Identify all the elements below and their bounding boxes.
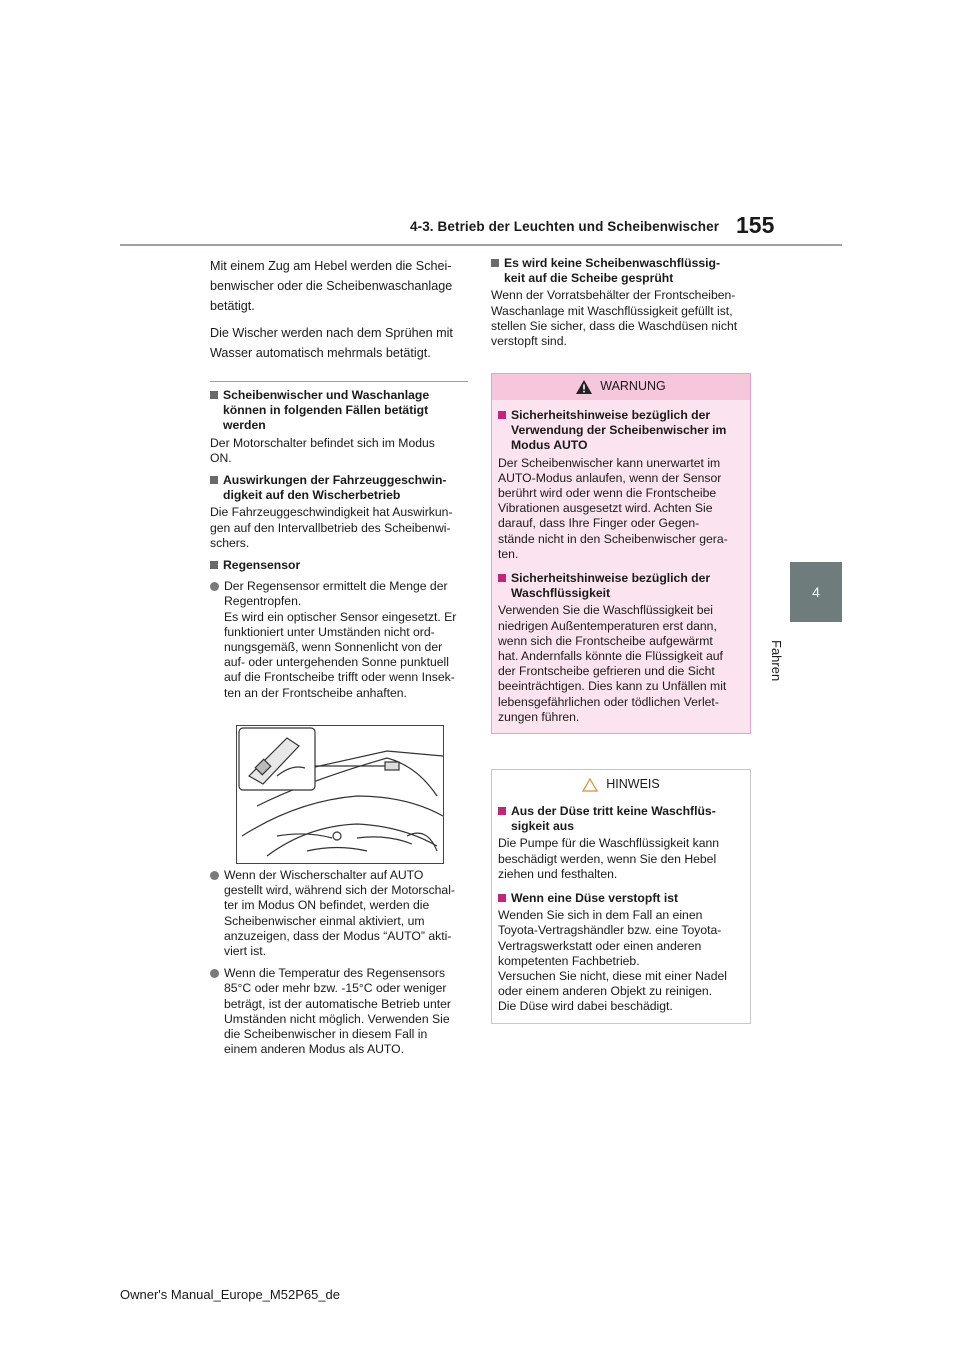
left-column-lower bbox=[210, 868, 468, 1064]
page-number: 155 bbox=[736, 212, 775, 238]
text-line: Scheibenwischer und Waschanlage bbox=[223, 388, 430, 402]
text-line: oder einem anderen Objekt zu reinigen. bbox=[498, 984, 713, 999]
note-heading-clogged bbox=[498, 891, 744, 906]
chapter-label: Fahren bbox=[769, 640, 784, 682]
text-line: gestellt wird, während sich der Motorschal- bbox=[224, 883, 455, 898]
text-line: beträgt, ist der automatische Betrieb unter bbox=[224, 996, 451, 1011]
square-bullet-icon bbox=[210, 476, 218, 484]
text-line: Der Regensensor ermittelt die Menge der bbox=[224, 579, 448, 594]
text-line: kompetenten Fachbetrieb. bbox=[498, 953, 640, 968]
text-line: Modus AUTO bbox=[511, 438, 588, 453]
text-line: ten an der Frontscheibe anhaften. bbox=[224, 685, 407, 700]
text-line: Aus der Düse tritt keine Waschflüs- bbox=[511, 804, 716, 818]
text-line: stände nicht in den Scheibenwischer gera- bbox=[498, 531, 728, 546]
text-line: können in folgenden Fällen betätigt bbox=[223, 403, 429, 418]
rain-sensor-illustration bbox=[236, 725, 444, 864]
car-windshield-icon bbox=[237, 726, 443, 863]
warning-title: WARNUNG bbox=[600, 379, 666, 394]
text-line: wenn sich die Frontscheibe aufgewärmt bbox=[498, 633, 713, 648]
text-line: sigkeit aus bbox=[511, 819, 574, 834]
text-line: beeinträchtigen. Dies kann zu Unfällen mit bbox=[498, 679, 727, 694]
section-body-no-fluid bbox=[491, 288, 751, 349]
text-line: werden bbox=[223, 418, 266, 433]
text-line: hat. Andernfalls könnte die Flüssigkeit auf bbox=[498, 649, 723, 664]
note-box bbox=[491, 769, 751, 1024]
text-line: benwischer oder die Scheibenwaschanlage bbox=[210, 279, 453, 293]
note-text-no-spray bbox=[498, 836, 744, 882]
text-line: funktioniert unter Umständen nicht ord- bbox=[224, 624, 435, 639]
text-line: Der Motorschalter befindet sich im Modus bbox=[210, 435, 435, 450]
text-line: Sicherheitshinweise bezüglich der bbox=[511, 571, 711, 586]
section-body-speed bbox=[210, 505, 468, 551]
warning-box bbox=[491, 373, 751, 734]
text-line: Es wird keine Scheibenwaschflüssig- bbox=[504, 256, 721, 270]
text-line: Die Fahrzeuggeschwindigkeit hat Auswirkun- bbox=[210, 505, 453, 520]
note-header bbox=[492, 770, 750, 800]
text-line: Sicherheitshinweise bezüglich der bbox=[511, 408, 711, 422]
section-divider bbox=[210, 381, 468, 382]
intro-paragraph-1 bbox=[210, 256, 468, 316]
text-line: ON. bbox=[210, 450, 232, 465]
text-line: Regentropfen. bbox=[224, 594, 302, 609]
text-line: Auswirkungen der Fahrzeuggeschwin- bbox=[223, 473, 447, 488]
text-line: Wenn eine Düse verstopft ist bbox=[511, 891, 679, 906]
note-heading-no-spray bbox=[498, 804, 744, 834]
text-line: Die Wischer werden nach dem Sprühen mit bbox=[210, 326, 453, 340]
square-bullet-icon bbox=[498, 807, 506, 815]
warning-body bbox=[492, 400, 750, 733]
warning-heading-fluid bbox=[498, 571, 744, 601]
round-bullet-icon bbox=[210, 969, 219, 978]
text-line: AUTO-Modus anlaufen, wenn der Sensor bbox=[498, 470, 722, 485]
text-line: ten. bbox=[498, 546, 519, 561]
text-line: Waschflüssigkeit bbox=[511, 586, 611, 601]
square-bullet-icon bbox=[498, 574, 506, 582]
text-line: Wenn der Wischerschalter auf AUTO bbox=[224, 868, 424, 882]
square-bullet-icon bbox=[210, 561, 218, 569]
round-bullet-icon bbox=[210, 582, 219, 591]
round-bullet-icon bbox=[210, 871, 219, 880]
text-line: viert ist. bbox=[224, 944, 266, 959]
chapter-label-wrap bbox=[769, 640, 814, 700]
text-line: einem anderen Modus als AUTO. bbox=[224, 1042, 404, 1057]
text-line: Umständen nicht möglich. Verwenden Sie bbox=[224, 1011, 450, 1026]
right-column bbox=[491, 256, 751, 356]
warning-header bbox=[492, 374, 750, 400]
text-line: niedrigen Außentemperaturen erst dann, bbox=[498, 618, 717, 633]
text-line: auf die Frontscheibe trifft oder wenn Insek- bbox=[224, 670, 455, 685]
warning-text-fluid bbox=[498, 603, 744, 725]
note-title: HINWEIS bbox=[606, 777, 660, 792]
text-line: auf- oder untergehenden Sonne punktuell bbox=[224, 655, 449, 670]
section-body-operation bbox=[210, 436, 468, 466]
text-line: Die Düse wird dabei beschädigt. bbox=[498, 999, 673, 1014]
text-line: lebensgefährlichen oder tödlichen Verlet- bbox=[498, 694, 719, 709]
text-line: keit auf die Scheibe gesprüht bbox=[504, 271, 674, 286]
section-heading-operation bbox=[210, 388, 468, 434]
text-line: Mit einem Zug am Hebel werden die Schei- bbox=[210, 259, 452, 273]
chapter-tab bbox=[790, 562, 842, 622]
section-title: 4-3. Betrieb der Leuchten und Scheibenwischer bbox=[410, 219, 720, 234]
square-bullet-icon bbox=[498, 894, 506, 902]
text-line: berührt wird oder wenn die Frontscheibe bbox=[498, 486, 717, 501]
text-line: zungen führen. bbox=[498, 709, 580, 724]
square-bullet-icon bbox=[491, 259, 499, 267]
text-line: Es wird ein optischer Sensor eingesetzt. Er bbox=[224, 609, 457, 624]
text-line: verstopft sind. bbox=[491, 334, 567, 349]
text-line: Vibrationen ausgesetzt wird. Achten Sie bbox=[498, 501, 713, 516]
warning-text-auto bbox=[498, 456, 744, 562]
text-line: Wasser automatisch mehrmals betätigt. bbox=[210, 346, 431, 360]
header-rule bbox=[120, 244, 842, 246]
text-line: Der Scheibenwischer kann unerwartet im bbox=[498, 455, 721, 470]
text-line: schers. bbox=[210, 535, 250, 550]
text-line: Scheibenwischer einmal aktiviert, um bbox=[224, 913, 425, 928]
text-line: Waschanlage mit Waschflüssigkeit gefüllt ist, bbox=[491, 303, 733, 318]
section-heading-rain-sensor bbox=[210, 558, 468, 573]
text-line: Wenn die Temperatur des Regensensors bbox=[224, 966, 446, 981]
text-line: Vertragswerkstatt oder einen anderen bbox=[498, 938, 702, 953]
text-line: Wenden Sie sich in dem Fall an einen bbox=[498, 908, 703, 923]
text-line: ziehen und festhalten. bbox=[498, 866, 618, 881]
section-heading-speed bbox=[210, 473, 468, 503]
bullet-auto-mode bbox=[210, 868, 468, 959]
text-line: 85°C oder mehr bzw. -15°C oder weniger bbox=[224, 981, 447, 996]
text-line: nungsgemäß, wenn Sonnenlicht von der bbox=[224, 640, 443, 655]
square-bullet-icon bbox=[210, 391, 218, 399]
text-line: Verwendung der Scheibenwischer im bbox=[511, 423, 727, 438]
text-line: Die Pumpe für die Waschflüssigkeit kann bbox=[498, 836, 720, 851]
text-line: ter im Modus ON befindet, werden die bbox=[224, 898, 430, 913]
text-line: digkeit auf den Wischerbetrieb bbox=[223, 488, 401, 503]
text-line: Versuchen Sie nicht, diese mit einer Nadel bbox=[498, 969, 727, 984]
intro-paragraph-2 bbox=[210, 323, 468, 363]
text-line: Toyota-Vertragshändler bzw. eine Toyota- bbox=[498, 923, 722, 938]
text-line: stellen Sie sicher, dass die Waschdüsen nicht bbox=[491, 318, 738, 333]
chapter-number: 4 bbox=[812, 584, 820, 600]
text-line: betätigt. bbox=[210, 299, 255, 313]
left-column bbox=[210, 256, 468, 708]
text-line: beschädigt werden, wenn Sie den Hebel bbox=[498, 851, 717, 866]
warning-triangle-icon bbox=[576, 380, 592, 394]
bullet-rain-sensor bbox=[210, 579, 468, 701]
section-heading-no-fluid bbox=[491, 256, 751, 286]
warning-heading-auto bbox=[498, 408, 744, 454]
note-body bbox=[492, 800, 750, 1023]
bullet-temperature bbox=[210, 966, 468, 1057]
text-line: darauf, dass Ihre Finger oder Gegen- bbox=[498, 516, 700, 531]
square-bullet-icon bbox=[498, 411, 506, 419]
text-line: die Scheibenwischer in diesem Fall in bbox=[224, 1027, 428, 1042]
text-line: der Frontscheibe gefrieren und die Sicht bbox=[498, 664, 715, 679]
text-line: Regensensor bbox=[223, 558, 301, 573]
note-text-clogged bbox=[498, 908, 744, 1014]
text-line: gen auf den Intervallbetrieb des Scheibenwi- bbox=[210, 520, 451, 535]
footer-document-id: Owner's Manual_Europe_M52P65_de bbox=[120, 1287, 341, 1302]
caution-triangle-outline-icon bbox=[582, 778, 598, 792]
text-line: anzuzeigen, dass der Modus “AUTO” akti- bbox=[224, 928, 452, 943]
text-line: Wenn der Vorratsbehälter der Frontscheiben- bbox=[491, 288, 736, 303]
text-line: Verwenden Sie die Waschflüssigkeit bei bbox=[498, 603, 713, 618]
